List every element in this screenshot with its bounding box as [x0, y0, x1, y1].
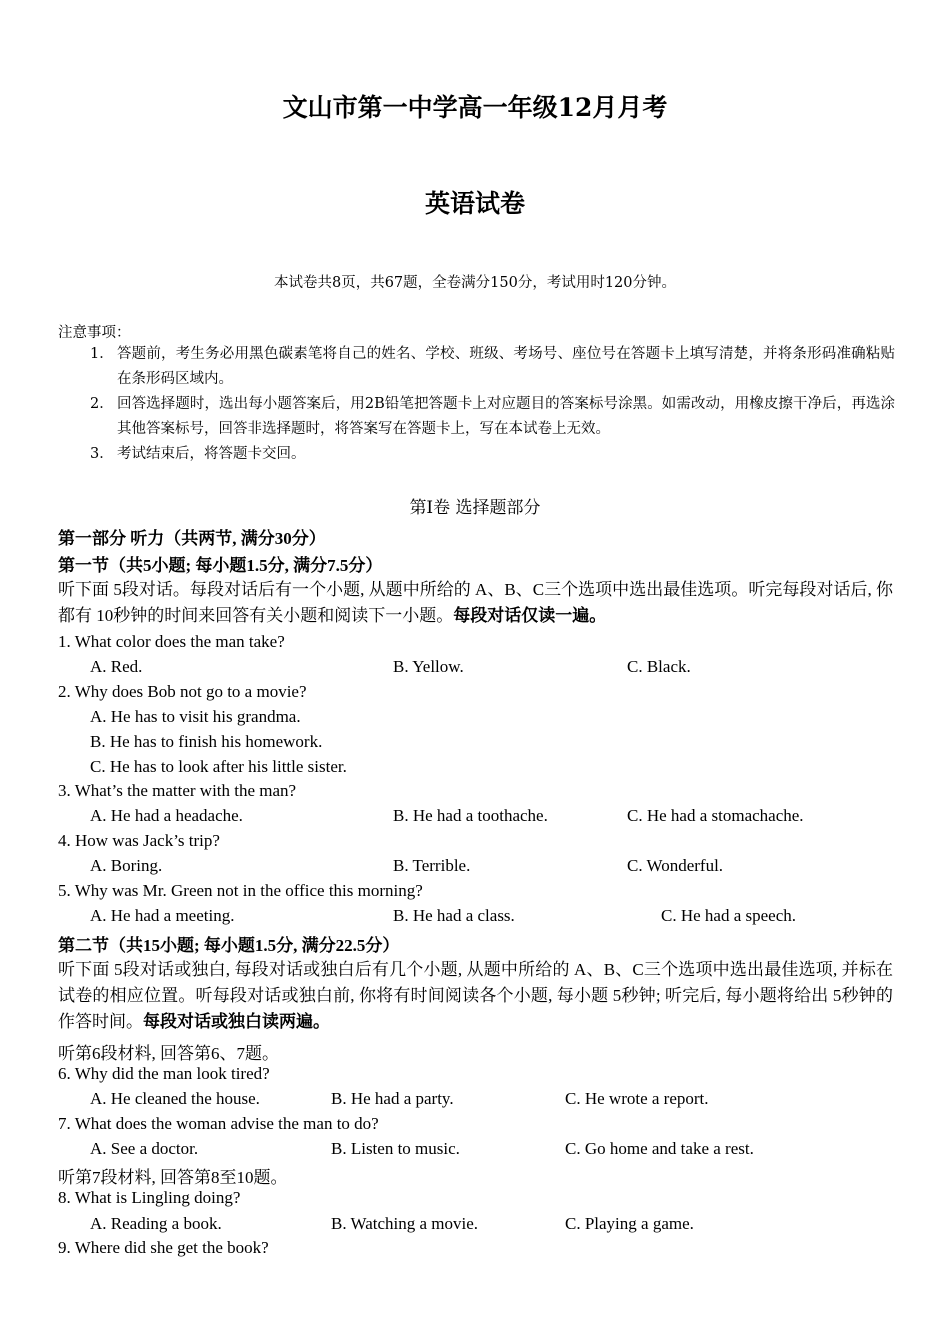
note-number: 3． [90, 446, 114, 462]
question-stem: 8. What is Lingling doing? [58, 1188, 241, 1207]
option-c: C. He had a speech. [661, 906, 797, 925]
note-item [90, 442, 895, 467]
question-stem: 5. Why was Mr. Green not in the office this morning? [58, 881, 423, 900]
question-stem: 7. What does the woman advise the man to do? [58, 1114, 379, 1133]
instructions-text: 听下面 5段对话。每段对话后有一个小题, 从题中所给的 A、B、C三个选项中选出最佳选项。听完每段对话后, 你都有 10秒钟的时间来回答有关小题和阅读下一小题。 [58, 580, 893, 625]
exam-subtitle: 英语试卷 [424, 189, 525, 218]
option-c: C. Black. [627, 657, 691, 676]
option-a: A. Boring. [90, 856, 163, 875]
option-b: B. He had a party. [331, 1089, 454, 1108]
exam-title: 文山市第一中学高一年级12月月考 [282, 93, 668, 122]
option-c: C. Playing a game. [565, 1214, 694, 1233]
question-stem: 4. How was Jack’s trip? [58, 831, 220, 850]
option-c: C. Wonderful. [627, 856, 724, 875]
note-item [90, 342, 895, 392]
instructions-bold: 每段对话仅读一遍。 [453, 606, 607, 625]
note-item [90, 392, 895, 442]
option-c: C. He wrote a report. [565, 1089, 709, 1108]
section1-instructions [58, 577, 893, 629]
material-note: 听第6段材料, 回答第6、7题。 [58, 1044, 279, 1063]
option-a: A. He had a meeting. [90, 906, 235, 925]
notes-title: 注意事项： [58, 325, 131, 341]
option-a: A. He has to visit his grandma. [90, 707, 301, 726]
option-b: B. Yellow. [393, 657, 464, 676]
material-note: 听第7段材料, 回答第8至10题。 [58, 1168, 288, 1187]
exam-info: 本试卷共8页，共67题，全卷满分150分，考试用时120分钟。 [273, 275, 677, 291]
option-a: A. He had a headache. [90, 806, 243, 825]
question-stem: 3. What’s the matter with the man? [58, 781, 297, 800]
option-c: C. Go home and take a rest. [565, 1139, 754, 1158]
option-b: B. Watching a movie. [331, 1214, 479, 1233]
note-text: 考试结束后，将答题卡交回。 [117, 446, 306, 462]
section1-heading: 第一节（共5小题; 每小题1.5分, 满分7.5分） [58, 556, 383, 575]
option-b: B. He had a class. [393, 906, 515, 925]
question-stem: 2. Why does Bob not go to a movie? [58, 682, 307, 701]
option-c: C. He has to look after his little sister. [90, 757, 347, 776]
option-a: A. See a doctor. [90, 1139, 199, 1158]
section2-instructions [58, 957, 893, 1035]
option-b: B. Terrible. [393, 856, 471, 875]
instructions-text: 听下面 5段对话或独白, 每段对话或独白后有几个小题, 从题中所给的 A、B、C三个选项中选出最佳选项, 并标在试卷的相应位置。听每段对话或独白前, 你将有时间阅读各个小题, 每小题 5秒钟; 听完后, 每小题将给出 5秒钟的作答时间。 [58, 960, 893, 1031]
question-stem: 6. Why did the man look tired? [58, 1064, 270, 1083]
option-b: B. He has to finish his homework. [90, 732, 323, 751]
note-text: 回答选择题时，选出每小题答案后，用2B铅笔把答题卡上对应题目的答案标号涂黑。如需改动，用橡皮擦干净后，再选涂其他答案标号，回答非选择题时，将答案写在答题卡上，写在本试卷上无效。 [117, 396, 895, 437]
volume-heading: 第Ⅰ卷 选择题部分 [409, 498, 541, 518]
part1-heading: 第一部分 听力（共两节, 满分30分） [58, 529, 326, 548]
note-number: 1． [90, 346, 114, 362]
note-number: 2． [90, 396, 114, 412]
option-a: A. Reading a book. [90, 1214, 222, 1233]
option-b: B. Listen to music. [331, 1139, 460, 1158]
option-a: A. He cleaned the house. [90, 1089, 260, 1108]
question-stem: 9. Where did she get the book? [58, 1238, 269, 1257]
note-text: 答题前，考生务必用黑色碳素笔将自己的姓名、学校、班级、考场号、座位号在答题卡上填写清楚，并将条形码准确粘贴在条形码区域内。 [117, 346, 895, 387]
option-c: C. He had a stomachache. [627, 806, 804, 825]
option-a: A. Red. [90, 657, 143, 676]
instructions-bold: 每段对话或独白读两遍。 [143, 1012, 330, 1031]
option-b: B. He had a toothache. [393, 806, 548, 825]
question-stem: 1. What color does the man take? [58, 632, 285, 651]
section2-heading: 第二节（共15小题; 每小题1.5分, 满分22.5分） [58, 936, 400, 955]
